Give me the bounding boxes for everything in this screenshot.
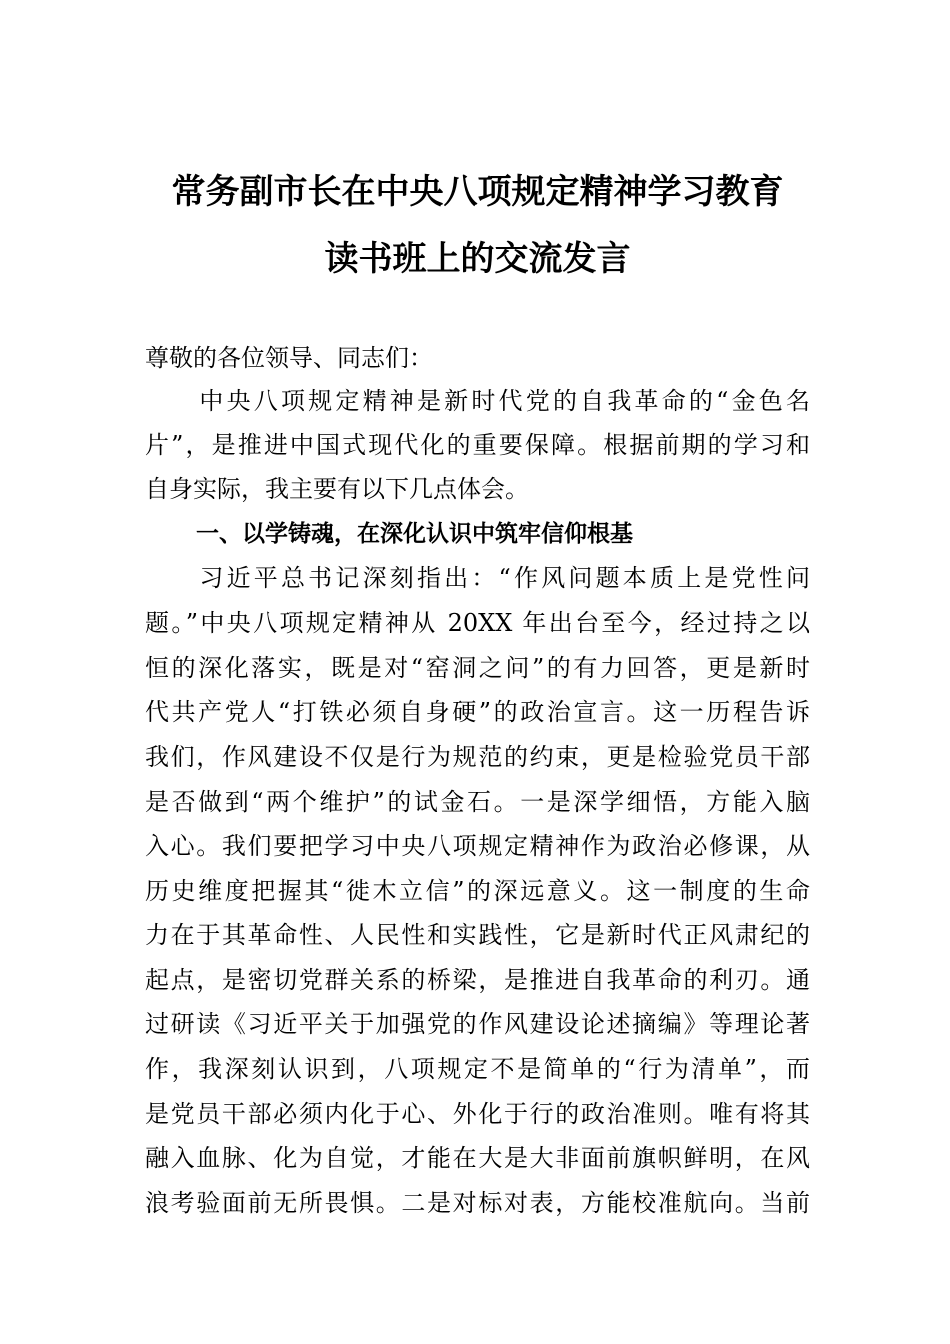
- paragraph-2-line: 恒的深化落实，既是对“窑洞之问”的有力回答，更是新时: [145, 654, 810, 682]
- paragraph-2-line: 入心。我们要把学习中央八项规定精神作为政治必修课，从: [145, 832, 810, 860]
- section-heading-1: 一、以学铸魂，在深化认识中筑牢信仰根基: [196, 521, 633, 547]
- paragraph-2-line: 起点，是密切党群关系的桥梁，是推进自我革命的利刃。通: [145, 966, 810, 994]
- paragraph-2-line: 融入血脉、化为自觉，才能在大是大非面前旗帜鲜明，在风: [145, 1144, 810, 1172]
- paragraph-2-line: 浪考验面前无所畏惧。二是对标对表，方能校准航向。当前: [145, 1189, 810, 1217]
- paragraph-1-line: 中央八项规定精神是新时代党的自我革命的“金色名: [145, 387, 810, 415]
- paragraph-2-line: 力在于其革命性、人民性和实践性，它是新时代正风肃纪的: [145, 921, 810, 949]
- paragraph-2-line: 题。”中央八项规定精神从 20XX 年出台至今，经过持之以: [145, 609, 810, 637]
- paragraph-2-line: 习近平总书记深刻指出：“作风问题本质上是党性问: [145, 564, 810, 592]
- paragraph-2-line: 是党员干部必须内化于心、外化于行的政治准则。唯有将其: [145, 1100, 810, 1128]
- document-title-line-2: 读书班上的交流发言: [324, 239, 631, 279]
- paragraph-1-line: 自身实际，我主要有以下几点体会。: [145, 475, 529, 503]
- paragraph-2-line: 历史维度把握其“徙木立信”的深远意义。这一制度的生命: [145, 877, 810, 905]
- salutation: 尊敬的各位领导、同志们：: [145, 344, 433, 372]
- document-title-line-1: 常务副市长在中央八项规定精神学习教育: [171, 172, 784, 212]
- paragraph-2-line: 是否做到“两个维护”的试金石。一是深学细悟，方能入脑: [145, 788, 810, 816]
- paragraph-2-line: 我们，作风建设不仅是行为规范的约束，更是检验党员干部: [145, 743, 810, 771]
- paragraph-1-line: 片”，是推进中国式现代化的重要保障。根据前期的学习和: [145, 431, 810, 459]
- paragraph-2-line: 代共产党人“打铁必须自身硬”的政治宣言。这一历程告诉: [145, 698, 810, 726]
- paragraph-2-line: 过研读《习近平关于加强党的作风建设论述摘编》等理论著: [145, 1010, 810, 1038]
- paragraph-2-line: 作，我深刻认识到，八项规定不是简单的“行为清单”，而: [145, 1055, 810, 1083]
